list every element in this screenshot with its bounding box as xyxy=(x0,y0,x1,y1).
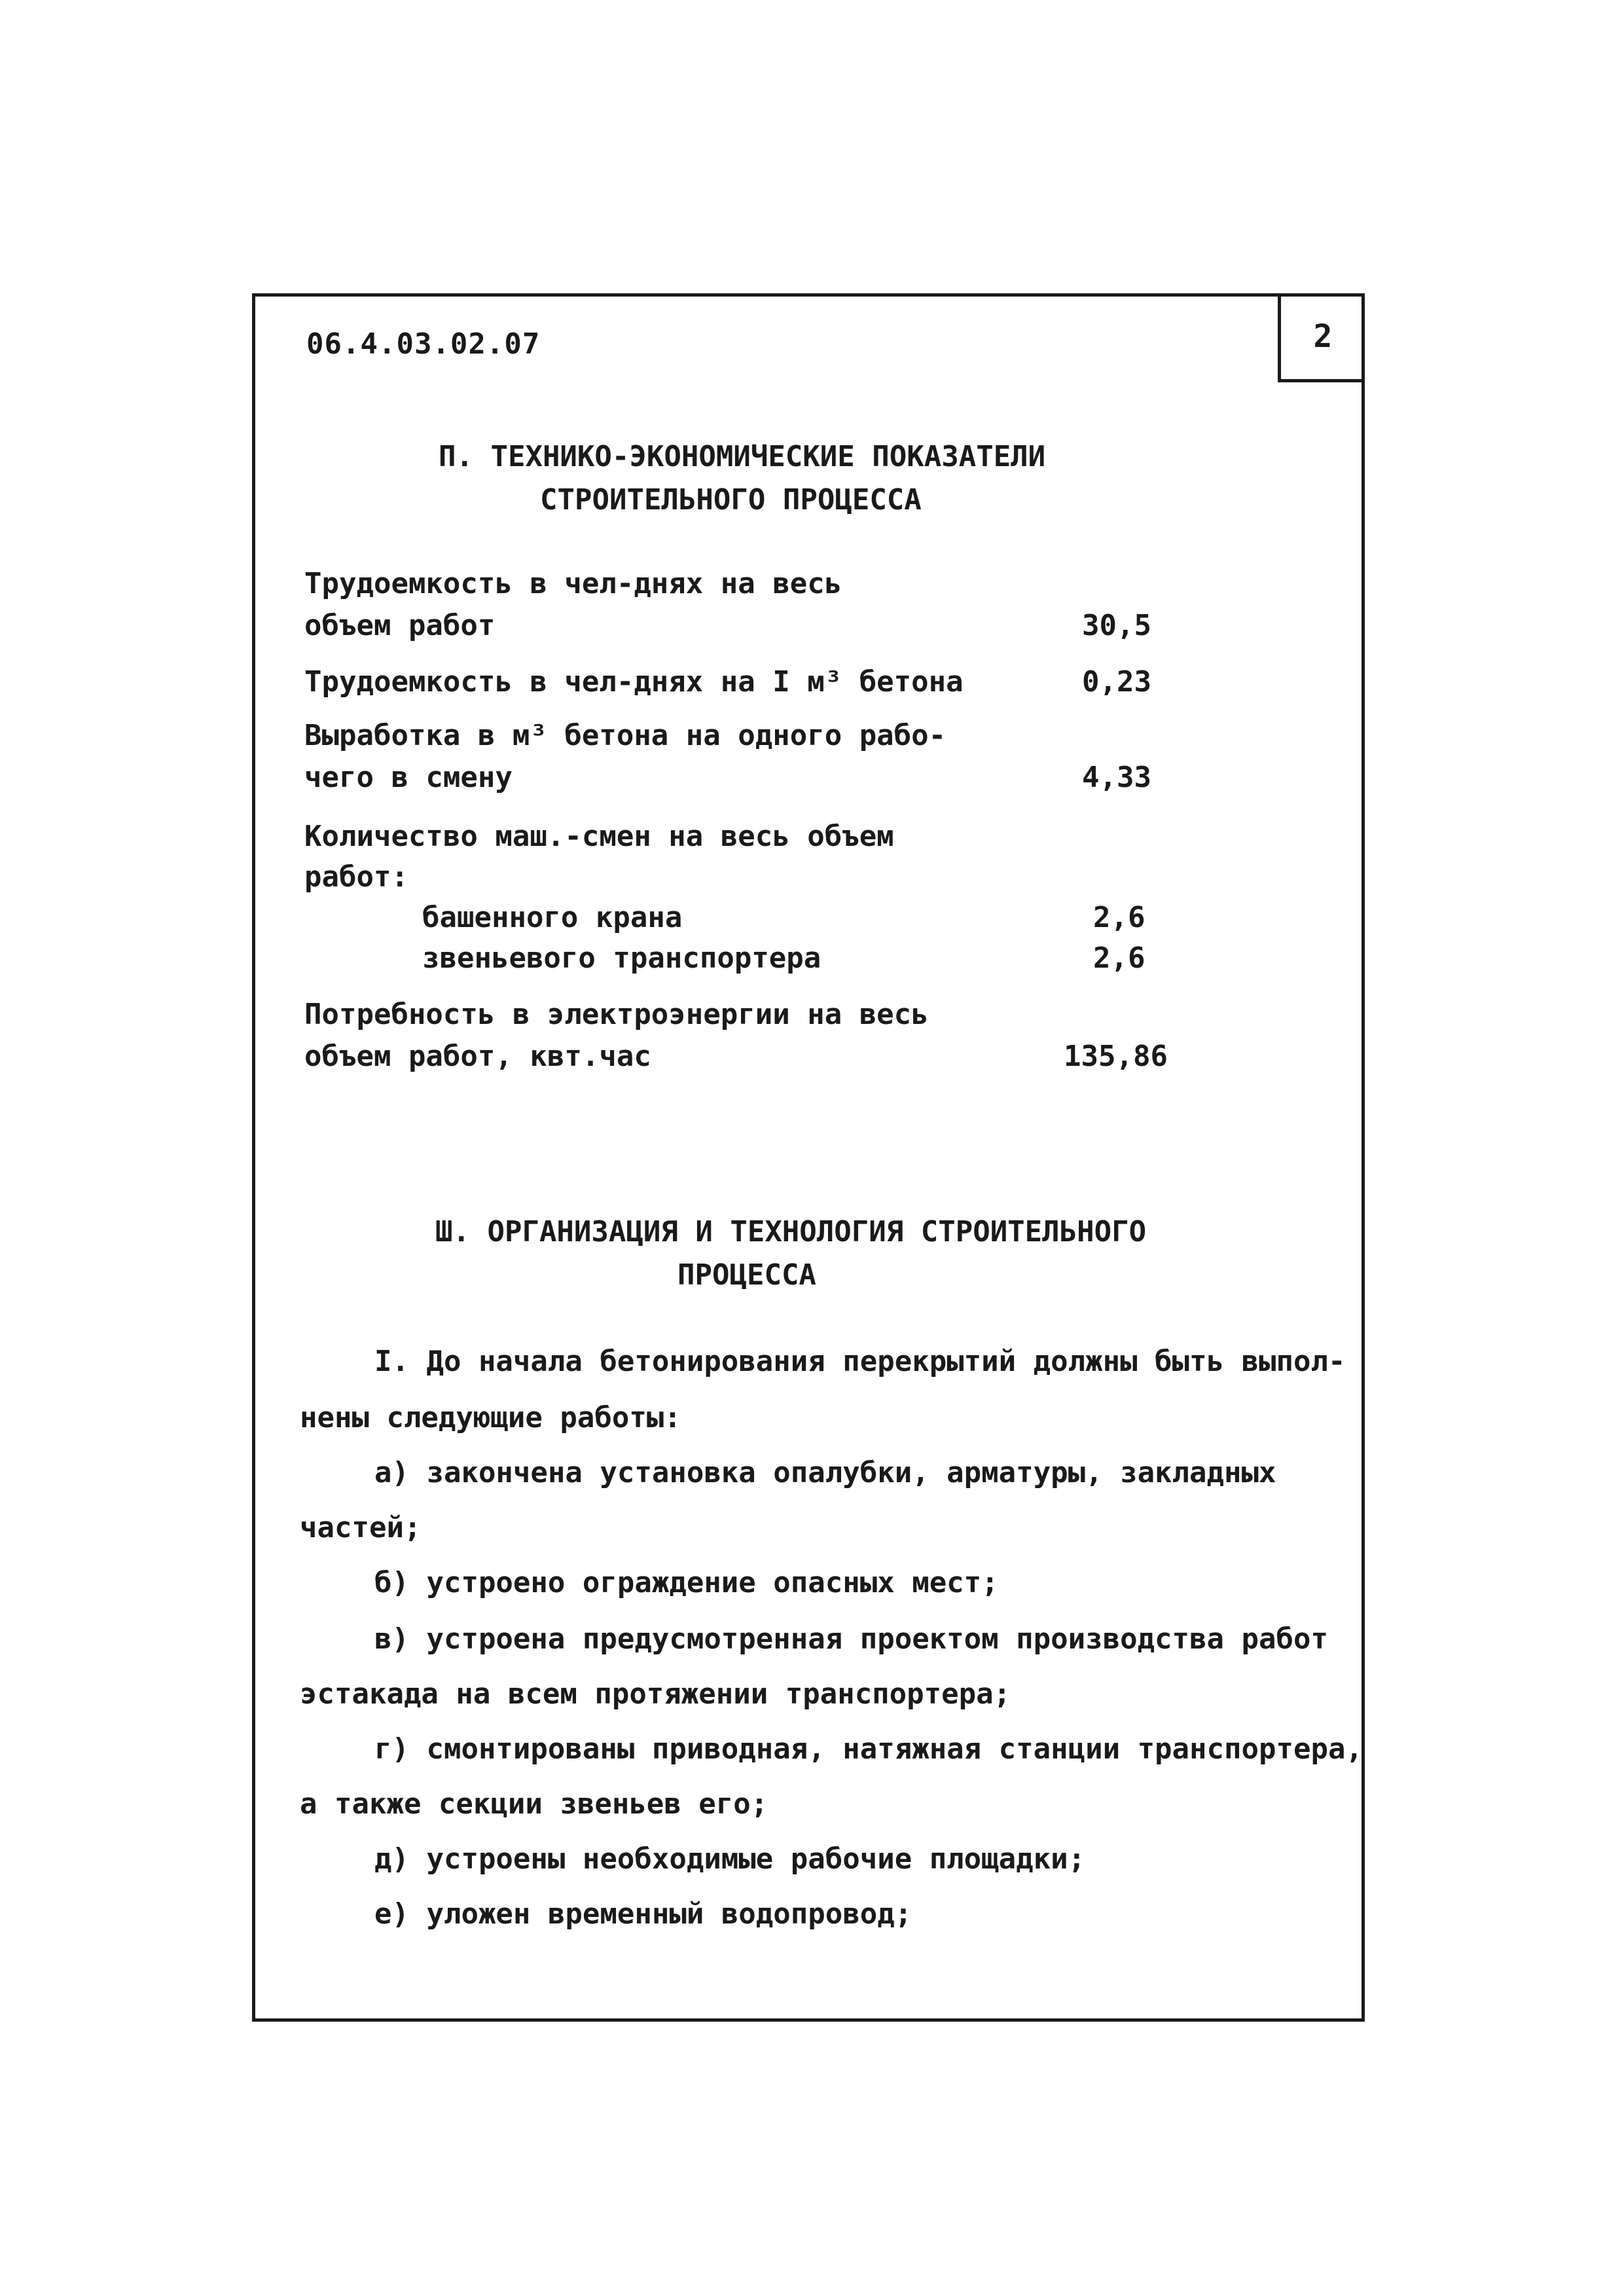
section2-title-line2: СТРОИТЕЛЬНОГО ПРОЦЕССА xyxy=(540,483,922,517)
indicator-label: Количество маш.-смен на весь объем xyxy=(304,820,894,853)
indicator-label: объем работ xyxy=(304,609,496,642)
indicator-value: 2,6 xyxy=(1093,941,1146,975)
indicator-label: Трудоемкость в чел-днях на весь xyxy=(304,567,842,600)
section3-title-line1: Ш. ОРГАНИЗАЦИЯ И ТЕХНОЛОГИЯ СТРОИТЕЛЬНОГО xyxy=(435,1215,1147,1248)
paragraph-line: I. До начала бетонирования перекрытий должны быть выпол- xyxy=(374,1345,1346,1378)
indicator-label: Выработка в м³ бетона на одного рабо- xyxy=(304,719,947,752)
indicator-value: 2,6 xyxy=(1093,901,1146,934)
page-number: 2 xyxy=(1278,293,1365,382)
indicator-value: 0,23 xyxy=(1082,665,1151,699)
list-item: г) смонтированы приводная, натяжная станции транспортера, xyxy=(374,1732,1363,1766)
document-code: 06.4.03.02.07 xyxy=(306,327,541,361)
indicator-value: 30,5 xyxy=(1082,609,1151,642)
list-item: д) устроены необходимые рабочие площадки; xyxy=(374,1842,1086,1876)
paragraph-line: нены следующие работы: xyxy=(300,1401,681,1434)
list-item: е) уложен временный водопровод; xyxy=(374,1897,912,1931)
indicator-label: объем работ, квт.час xyxy=(304,1040,651,1073)
list-item: в) устроена предусмотренная проектом производства работ xyxy=(374,1622,1328,1656)
indicator-value: 135,86 xyxy=(1064,1040,1168,1073)
indicator-label: звеньевого транспортера xyxy=(422,941,821,975)
list-item: частей; xyxy=(300,1511,422,1544)
indicator-value: 4,33 xyxy=(1082,761,1151,794)
list-item: эстакада на всем протяжении транспортера; xyxy=(300,1677,1011,1711)
list-item: а) закончена установка опалубки, арматуры, закладных xyxy=(374,1456,1276,1489)
indicator-label: Трудоемкость в чел-днях на I м³ бетона xyxy=(304,665,964,699)
indicator-label: чего в смену xyxy=(304,761,513,794)
section2-title-line1: П. ТЕХНИКО-ЭКОНОМИЧЕСКИЕ ПОКАЗАТЕЛИ xyxy=(439,440,1046,473)
list-item: б) устроено ограждение опасных мест; xyxy=(374,1566,999,1599)
list-item: а также секции звеньев его; xyxy=(300,1787,768,1821)
indicator-label: башенного крана xyxy=(422,901,683,934)
indicator-label: Потребность в электроэнергии на весь xyxy=(304,998,929,1031)
indicator-label: работ: xyxy=(304,860,408,894)
section3-title-line2: ПРОЦЕССА xyxy=(677,1258,816,1292)
